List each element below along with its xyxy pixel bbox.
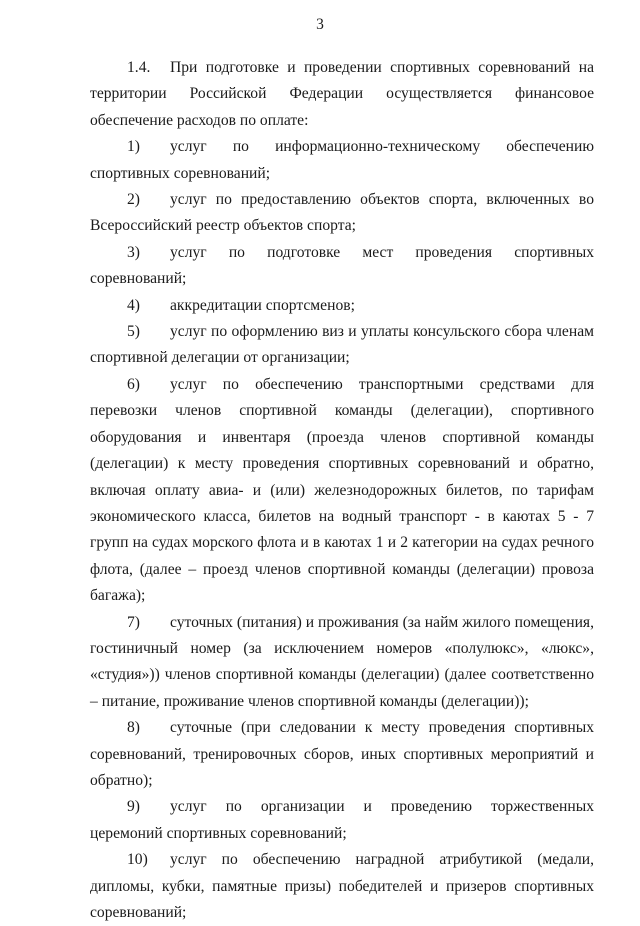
- paragraph-text: При подготовке и проведении спортивных соревнований на территории Российской Федерации осуществляется финансовое обеспечение расходов по оплате:: [90, 59, 594, 129]
- list-item-number: 4): [127, 296, 140, 314]
- list-item-text: услуг по оформлению виз и уплаты консульского сбора членам спортивной делегации от организации;: [90, 323, 594, 367]
- list-item-number: 1): [127, 138, 140, 156]
- list-item-1: [90, 134, 594, 187]
- list-item-6: [90, 372, 594, 610]
- list-item-number: 2): [127, 191, 140, 209]
- list-item-4: [90, 293, 594, 319]
- paragraph-number: 1.4.: [127, 59, 151, 76]
- list-item-8: [90, 715, 594, 794]
- list-item-number: 6): [127, 375, 140, 393]
- list-item-7: [90, 610, 594, 716]
- list-item-3: [90, 240, 594, 293]
- list-item-10: [90, 847, 594, 926]
- list-item-number: 3): [127, 243, 140, 261]
- paragraph-1-4: [90, 55, 594, 134]
- list-item-9: [90, 794, 594, 847]
- list-item-number: 10): [127, 851, 148, 869]
- document-body: [90, 55, 594, 926]
- page-number: 3: [316, 16, 324, 33]
- list-item-text: услуг по предоставлению объектов спорта, включенных во Всероссийский реестр объектов спорта;: [90, 191, 594, 235]
- list-item-text: услуг по подготовке мест проведения спортивных соревнований;: [90, 243, 594, 288]
- list-item-number: 7): [127, 613, 140, 631]
- list-item-text: услуг по обеспечению наградной атрибутикой (медали, дипломы, кубки, памятные призы) победителей и призеров спортивных соревнований;: [90, 851, 594, 921]
- list-item-text: услуг по организации и проведению торжественных церемоний спортивных соревнований;: [90, 798, 594, 842]
- list-item-text: аккредитации спортсменов;: [170, 296, 355, 314]
- list-item-text: суточные (при следовании к месту проведения спортивных соревнований, тренировочных сборов, иных спортивных мероприятий и обратно);: [90, 719, 594, 789]
- list-item-number: 5): [127, 323, 140, 341]
- list-item-text: суточных (питания) и проживания (за найм жилого помещения, гостиничный номер (за исключением номеров «полулюкс», «люкс», «студия»)) членов спортивной команды (делегации) (далее соответственно – питание, проживание членов спортивной команды (делегации));: [90, 613, 594, 710]
- list-item-number: 9): [127, 798, 140, 816]
- list-item-text: услуг по информационно-техническому обеспечению спортивных соревнований;: [90, 138, 594, 182]
- list-item-number: 8): [127, 719, 140, 737]
- list-item-2: [90, 187, 594, 240]
- list-item-text: услуг по обеспечению транспортными средствами для перевозки членов спортивной команды (делегации), спортивного оборудования и инвентаря (проезда членов спортивной команды (делегации) к месту проведения спортивных соревнований и обратно, включая оплату авиа- и (или) железнодорожных билетов, по тарифам экономического класса, билетов на водный транспорт - в каютах 5 - 7 групп на судах морского флота и в каютах 1 и 2 категории на судах речного флота, (далее – проезд членов спортивной команды (делегации) провоза багажа);: [90, 375, 594, 605]
- list-item-5: [90, 319, 594, 372]
